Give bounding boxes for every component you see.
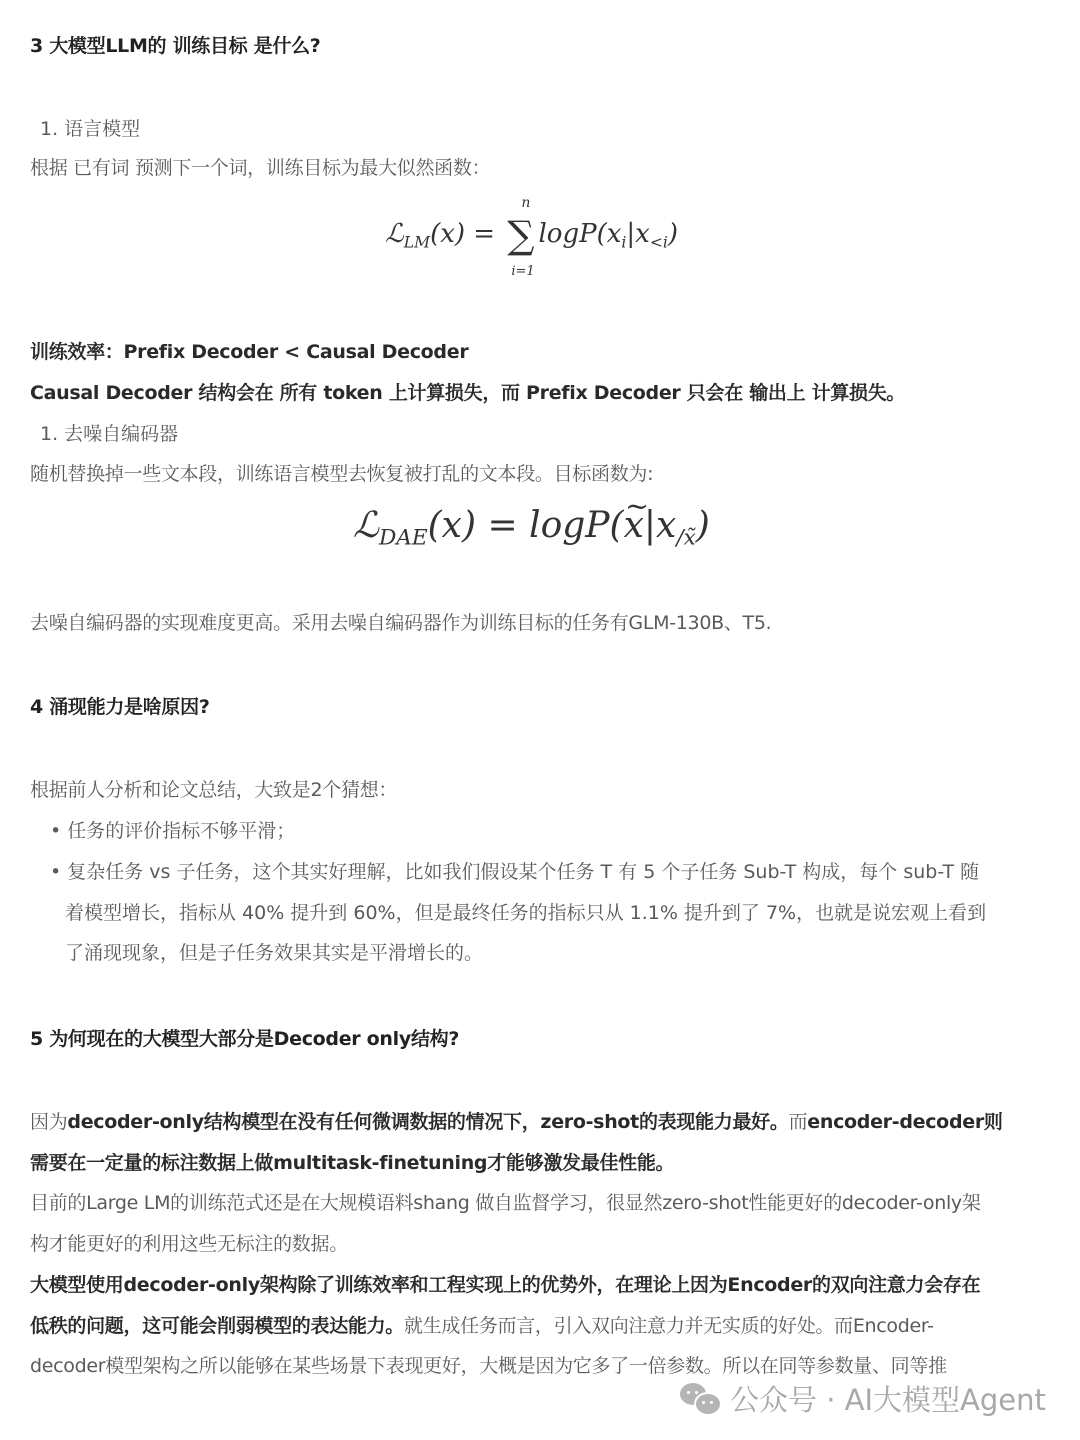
watermark-text: 公众号 · AI大模型Agent — [730, 1383, 1046, 1417]
bullet-continuation: 了涌现现象，但是子任务效果其实是平滑增长的。 — [65, 942, 484, 964]
list-item-dae: 1. 去噪自编码器 — [40, 423, 179, 445]
training-paradigm-line2: 构才能更好的利用这些无标注的数据。 — [30, 1233, 348, 1255]
formula-lm-symbol: ℒ — [385, 219, 404, 249]
dae-description: 随机替换掉一些文本段，训练语言模型去恢复被打乱的文本段。目标函数为: — [30, 463, 654, 485]
formula-lm-sub-lt-i: <i — [649, 233, 668, 252]
formula-lm-rhs: logP(x — [538, 219, 622, 249]
formula-dae-objective — [353, 505, 710, 551]
formula-lm-subscript: LM — [403, 233, 431, 252]
text-segment: 而 — [788, 1111, 808, 1133]
formula-lm-close: ) — [667, 219, 679, 249]
formula-dae-x-tilde: ~ x — [624, 505, 644, 546]
wechat-icon — [680, 1383, 720, 1415]
summation-sign: ∑ n i=1 — [507, 195, 535, 279]
bullet-dot-icon: • — [50, 820, 68, 842]
training-paradigm-line1: 目前的Large LM的训练范式还是在大规模语料shang 做自监督学习，很显然zero-shot性能更好的decoder-only架 — [30, 1192, 981, 1214]
formula-lm-objective — [385, 195, 679, 293]
text-segment: 就生成任务而言，引入双向注意力并无实质的好处。而Encoder- — [404, 1315, 934, 1337]
sum-upper-limit: n — [521, 195, 531, 211]
formula-dae-subscript: DAE — [378, 525, 428, 551]
bullet-dot-icon: • — [50, 861, 68, 883]
low-rank-reason-line3: decoder模型架构之所以能够在某些场景下表现更好，大概是因为它多了一倍参数。所以在同等参数量、同等推 — [30, 1355, 947, 1377]
formula-lm-given: |x — [626, 219, 650, 249]
bold-segment: encoder-decoder则 — [807, 1111, 1003, 1133]
emergence-intro: 根据前人分析和论文总结，大致是2个猜想： — [30, 779, 398, 801]
bullet-text: 复杂任务 vs 子任务，这个其实好理解，比如我们假设某个任务 T 有 5 个子任务 Sub-T 构成，每个 sub-T 随 — [67, 861, 980, 883]
formula-dae-arg: (x) = logP( — [427, 505, 624, 546]
dae-difficulty-note: 去噪自编码器的实现难度更高。采用去噪自编码器作为训练目标的任务有GLM-130B、T5. — [30, 612, 772, 634]
formula-dae-close: ) — [695, 505, 710, 546]
bullet-text: 任务的评价指标不够平滑； — [67, 820, 296, 842]
bold-segment: 低秩的问题，这可能会削弱模型的表达能力。 — [30, 1315, 405, 1337]
formula-lm-sub-i: i — [621, 233, 627, 252]
text-segment: 因为 — [30, 1111, 68, 1133]
section-4-heading: 4 涌现能力是啥原因? — [30, 696, 210, 718]
formula-dae-sub: /x̃ — [676, 525, 696, 551]
watermark — [680, 1378, 1046, 1419]
low-rank-reason-line1: 大模型使用decoder-only架构除了训练效率和工程实现上的优势外，在理论上因为Encoder的双向注意力会存在 — [30, 1274, 981, 1296]
decoder-only-reason-line2: 需要在一定量的标注数据上做multitask-finetuning才能够激发最佳性能。 — [30, 1152, 675, 1174]
section-5-heading: 5 为何现在的大模型大部分是Decoder only结构? — [30, 1028, 460, 1050]
formula-lm-arg: (x) = — [430, 219, 504, 249]
language-model-description: 根据 已有词 预测下一个词，训练目标为最大似然函数： — [30, 157, 491, 179]
bullet-item — [50, 857, 979, 884]
formula-dae-symbol: ℒ — [353, 505, 379, 546]
low-rank-reason-line2 — [30, 1311, 934, 1338]
bullet-continuation: 着模型增长，指标从 40% 提升到 60%，但是最终任务的指标只从 1.1% 提升到了 7%，也就是说宏观上看到 — [65, 902, 987, 924]
decoder-only-reason-line1 — [30, 1107, 1003, 1134]
formula-dae-given: |x — [643, 505, 677, 546]
causal-decoder-note: Causal Decoder 结构会在 所有 token 上计算损失，而 Prefix Decoder 只会在 输出上 计算损失。 — [30, 382, 906, 404]
training-efficiency-note: 训练效率：Prefix Decoder < Causal Decoder — [30, 341, 469, 363]
bold-segment: decoder-only结构模型在没有任何微调数据的情况下，zero-shot的表现能力最好。 — [67, 1111, 789, 1133]
sum-lower-limit: i=1 — [511, 264, 535, 279]
list-item-language-model: 1. 语言模型 — [40, 118, 141, 140]
bullet-item — [50, 816, 295, 843]
section-3-heading: 3 大模型LLM的 训练目标 是什么? — [30, 35, 321, 57]
